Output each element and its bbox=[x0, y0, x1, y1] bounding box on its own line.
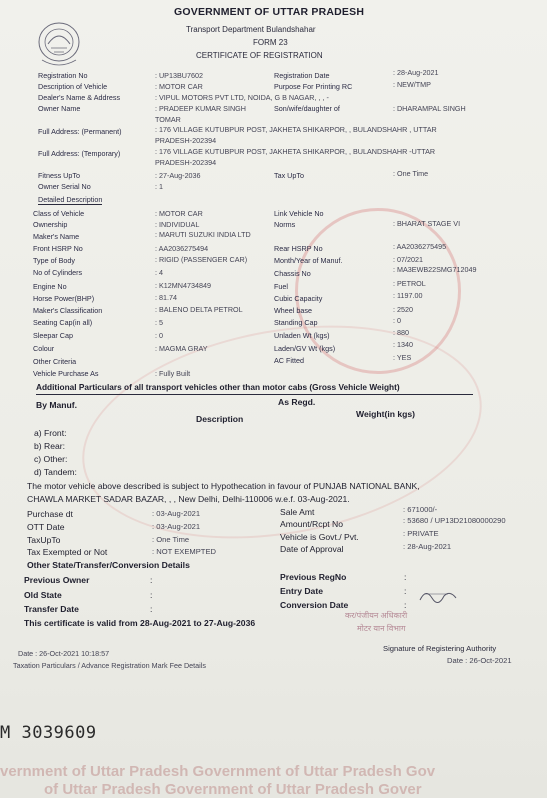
detail-right-label: Fuel bbox=[274, 282, 288, 291]
footer-watermark-line-2: of Uttar Pradesh Government of Uttar Pradesh Gover bbox=[44, 781, 422, 798]
approval-label: Date of Approval bbox=[280, 544, 344, 554]
detail-left-label: Vehicle Purchase As bbox=[33, 369, 99, 378]
detail-right-value: : YES bbox=[393, 353, 412, 362]
owner-serial-label: Owner Serial No bbox=[38, 182, 91, 191]
detail-right-label: Cubic Capacity bbox=[274, 294, 323, 303]
detail-right-value: : 880 bbox=[393, 328, 409, 337]
govt-title: GOVERNMENT OF UTTAR PRADESH bbox=[174, 6, 365, 18]
old-state-label: Old State bbox=[24, 590, 62, 600]
swd: : DHARAMPAL SINGH bbox=[393, 104, 466, 113]
detail-left-value: : K12MN4734849 bbox=[155, 281, 211, 290]
owner-serial: : 1 bbox=[155, 182, 163, 191]
taxation-particulars: Taxation Particulars / Advance Registration Mark Fee Details bbox=[13, 661, 206, 670]
colon: : bbox=[404, 586, 407, 596]
signature-label: Signature of Registering Authority bbox=[383, 644, 497, 653]
prev-owner-label: Previous Owner bbox=[24, 575, 90, 585]
signature-scribble bbox=[418, 586, 458, 606]
detail-right-value: : 07/2021 bbox=[393, 255, 423, 264]
owner-label: Owner Name bbox=[38, 104, 81, 113]
detail-right-label: Standing Cap bbox=[274, 318, 318, 327]
cert-title: CERTIFICATE OF REGISTRATION bbox=[196, 51, 323, 60]
approval: : 28-Aug-2021 bbox=[403, 542, 452, 551]
taxupto: : One Time bbox=[152, 535, 190, 544]
tax-exempted-label: Tax Exempted or Not bbox=[27, 547, 108, 557]
detail-left-value: : BALENO DELTA PETROL bbox=[155, 305, 243, 314]
swd-label: Son/wife/daughter of bbox=[274, 104, 340, 113]
sale-amt-label: Sale Amt bbox=[280, 507, 315, 517]
owner-cont: TOMAR bbox=[155, 115, 181, 124]
fitness: : 27-Aug-2036 bbox=[155, 171, 201, 180]
detail-left-value: : MOTOR CAR bbox=[155, 209, 203, 218]
tax-label: Tax UpTo bbox=[274, 171, 304, 180]
detail-left-label: No of Cylinders bbox=[33, 268, 83, 277]
detail-right-label: Rear HSRP No bbox=[274, 244, 323, 253]
colon: : bbox=[150, 590, 153, 600]
detail-left-label: Colour bbox=[33, 344, 55, 353]
detail-right-label: Month/Year of Manuf. bbox=[274, 256, 343, 265]
colon: : bbox=[404, 572, 407, 582]
detail-right-value: : 0 bbox=[393, 316, 401, 325]
prev-regno-label: Previous RegNo bbox=[280, 572, 347, 582]
detail-left-label: Other Criteria bbox=[33, 357, 77, 366]
serial-number: M 3039609 bbox=[0, 723, 97, 743]
validity: This certificate is valid from 28-Aug-2021 to 27-Aug-2036 bbox=[24, 618, 256, 628]
detail-left-value: : 4 bbox=[155, 268, 163, 277]
detail-left-label: Maker's Classification bbox=[33, 306, 103, 315]
detail-right-value: : 1340 bbox=[393, 340, 413, 349]
sign-date: Date : 26-Oct-2021 bbox=[447, 656, 512, 665]
sale-amt: : 671000/- bbox=[403, 505, 438, 514]
detail-right-label: Chassis No bbox=[274, 269, 311, 278]
detail-left-label: Ownership bbox=[33, 220, 68, 229]
detail-right-label: Unladen Wt (kgs) bbox=[274, 331, 330, 340]
registration-no-label: Registration No bbox=[38, 71, 88, 80]
description-label: Description of Vehicle bbox=[38, 82, 108, 91]
hypothecation-line-2: CHAWLA MARKET SADAR BAZAR, , , New Delhi, Delhi-110006 w.e.f. 03-Aug-2021. bbox=[27, 494, 350, 504]
ott: : 03-Aug-2021 bbox=[152, 522, 201, 531]
detail-right-label: Wheel base bbox=[274, 306, 312, 315]
colon: : bbox=[150, 575, 153, 585]
divider bbox=[36, 394, 473, 395]
detail-right-label: AC Fitted bbox=[274, 356, 304, 365]
by-manuf-label: By Manuf. bbox=[36, 400, 78, 410]
footer-watermark-line-1: vernment of Uttar Pradesh Government of Uttar Pradesh Gov bbox=[0, 763, 436, 780]
detail-left-value: : 0 bbox=[155, 331, 163, 340]
purchase-dt: : 03-Aug-2021 bbox=[152, 509, 201, 518]
addr-perm-2: PRADESH-202394 bbox=[155, 136, 217, 145]
tandem-label: d) Tandem: bbox=[34, 467, 77, 477]
detail-left-label: Type of Body bbox=[33, 256, 75, 265]
addr-temp-label: Full Address: (Temporary) bbox=[38, 149, 121, 158]
as-regd-label: As Regd. bbox=[278, 397, 316, 407]
detail-left-label: Engine No bbox=[33, 282, 67, 291]
detail-left-label: Seating Cap(in all) bbox=[33, 318, 93, 327]
govt: : PRIVATE bbox=[403, 529, 439, 538]
weight-col-label: Weight(in kgs) bbox=[356, 409, 416, 419]
colon: : bbox=[150, 604, 153, 614]
transfer-title: Other State/Transfer/Conversion Details bbox=[27, 560, 190, 570]
detail-right-value: : PETROL bbox=[393, 279, 426, 288]
registration-date: : 28-Aug-2021 bbox=[393, 68, 439, 77]
state-emblem-icon bbox=[36, 20, 82, 70]
owner: : PRADEEP KUMAR SINGH bbox=[155, 104, 246, 113]
purpose-label: Purpose For Printing RC bbox=[274, 82, 353, 91]
additional-title: Additional Particulars of all transport vehicles other than motor cabs (Gross Vehicle Weight) bbox=[36, 382, 400, 392]
detail-left-label: Horse Power(BHP) bbox=[33, 294, 95, 303]
detail-left-value: : 81.74 bbox=[155, 293, 177, 302]
detail-left-value: : RIGID (PASSENGER CAR) bbox=[155, 255, 248, 264]
fitness-label: Fitness UpTo bbox=[38, 171, 80, 180]
detail-left-value: : 5 bbox=[155, 318, 163, 327]
detail-right-label: Norms bbox=[274, 220, 296, 229]
purchase-dt-label: Purchase dt bbox=[27, 509, 73, 519]
amount-label: Amount/Rcpt No bbox=[280, 519, 344, 529]
print-date: Date : 26-Oct-2021 10:18:57 bbox=[18, 649, 110, 658]
dept-title: Transport Department Bulandshahar bbox=[186, 25, 316, 34]
entry-date-label: Entry Date bbox=[280, 586, 323, 596]
detail-left-value: : INDIVIDUAL bbox=[155, 220, 200, 229]
transfer-date-label: Transfer Date bbox=[24, 604, 79, 614]
dealer-label: Dealer's Name & Address bbox=[38, 93, 121, 102]
govt-label: Vehicle is Govt./ Pvt. bbox=[280, 532, 359, 542]
dealer: : VIPUL MOTORS PVT LTD, NOIDA, G B NAGAR, , , - bbox=[155, 93, 329, 102]
taxupto-label: TaxUpTo bbox=[27, 535, 61, 545]
detail-left-label: Sleepar Cap bbox=[33, 331, 73, 340]
hypothecation-line-1: The motor vehicle above described is subject to Hypothecation in favour of PUNJAB NATIONAL BANK, bbox=[27, 481, 420, 491]
tax-exempted: : NOT EXEMPTED bbox=[152, 547, 216, 556]
description: : MOTOR CAR bbox=[155, 82, 203, 91]
purpose: : NEW/TMP bbox=[393, 80, 431, 89]
other-label: c) Other: bbox=[34, 454, 68, 464]
addr-temp: : 176 VILLAGE KUTUBPUR POST, JAKHETA SHIKARPOR, , BULANDSHAHR -UTTAR bbox=[155, 147, 436, 156]
detail-left-value: : Fully Built bbox=[155, 369, 191, 378]
detail-left-value: : MAGMA GRAY bbox=[155, 344, 208, 353]
colon: : bbox=[404, 600, 407, 610]
description-col-label: Description bbox=[196, 414, 244, 424]
addr-temp-2: PRADESH-202394 bbox=[155, 158, 217, 167]
registration-no: : UP13BU7602 bbox=[155, 71, 203, 80]
detail-left-label: Maker's Name bbox=[33, 232, 80, 241]
registration-date-label: Registration Date bbox=[274, 71, 330, 80]
front-label: a) Front: bbox=[34, 428, 67, 438]
detail-right-value: : AA2036275495 bbox=[393, 242, 447, 251]
addr-perm-label: Full Address: (Permanent) bbox=[38, 127, 122, 136]
detail-right-value: : 2520 bbox=[393, 305, 413, 314]
amount: : 53680 / UP13D21080000290 bbox=[403, 516, 506, 525]
detail-left-label: Class of Vehicle bbox=[33, 209, 85, 218]
office-stamp bbox=[345, 610, 407, 634]
detail-right-value: : BHARAT STAGE VI bbox=[393, 219, 461, 228]
ott-label: OTT Date bbox=[27, 522, 65, 532]
conversion-date-label: Conversion Date bbox=[280, 600, 349, 610]
detail-left-value: : MARUTI SUZUKI INDIA LTD bbox=[155, 230, 251, 239]
addr-perm: : 176 VILLAGE KUTUBPUR POST, JAKHETA SHIKARPOR, , BULANDSHAHR , UTTAR bbox=[155, 125, 437, 134]
stamp-line-1: कर/पंजीयन अधिकारी bbox=[345, 611, 408, 620]
detail-right-label: Laden/GV Wt (kgs) bbox=[274, 344, 336, 353]
detail-left-label: Front HSRP No bbox=[33, 244, 83, 253]
rear-label: b) Rear: bbox=[34, 441, 66, 451]
tax: : One Time bbox=[393, 169, 429, 178]
detail-right-value: : 1197.00 bbox=[393, 291, 423, 300]
detail-right-label: Link Vehicle No bbox=[274, 209, 324, 218]
stamp-line-2: मोटर यान विभाग bbox=[357, 624, 406, 633]
detail-title: Detailed Description bbox=[38, 195, 103, 204]
detail-left-value: : AA2036275494 bbox=[155, 244, 209, 253]
detail-right-value: : MA3EWB22SMG712049 bbox=[393, 265, 477, 274]
form-title: FORM 23 bbox=[253, 38, 288, 47]
